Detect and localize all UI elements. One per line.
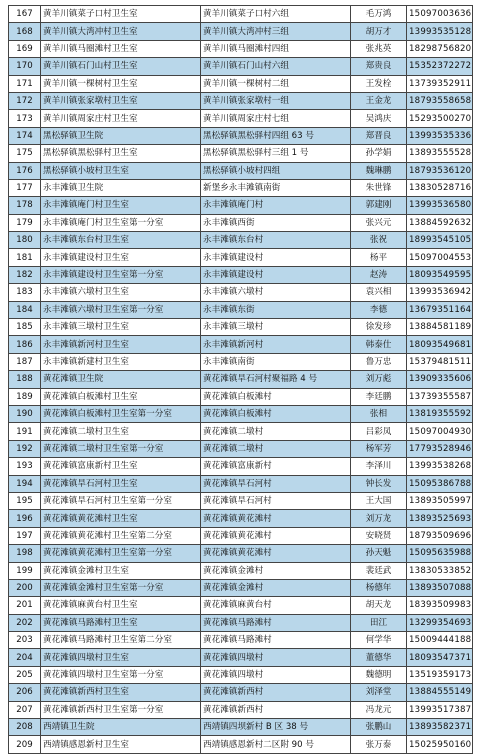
clinic-name-cell: 黄花滩镇黄花滩村卫生室第二分室 [41,527,201,544]
table-row [9,75,473,92]
clinic-name-cell: 黄花滩镇黄花滩村卫生室 [41,510,201,527]
row-number-cell: 205 [9,666,41,683]
address-cell: 黄花滩镇四墩村 [201,649,351,666]
address-cell: 黄花滩镇白板滩村 [201,388,351,405]
row-number-cell: 173 [9,110,41,127]
clinic-name-cell: 黄花滩镇四墩村卫生室 [41,649,201,666]
phone-cell: 13993536580 [407,197,473,214]
phone-cell: 18298756820 [407,40,473,57]
phone-cell: 13893525693 [407,510,473,527]
contact-person-cell: 魏琳鹏 [351,162,407,179]
phone-cell: 15379481511 [407,353,473,370]
phone-cell: 13739352911 [407,75,473,92]
address-cell: 黄花滩镇新西村 [201,684,351,701]
table-row [9,6,473,23]
row-number-cell: 175 [9,145,41,162]
row-number-cell: 196 [9,510,41,527]
phone-cell: 18393509983 [407,597,473,614]
row-number-cell: 189 [9,388,41,405]
table-row [9,405,473,422]
clinic-name-cell: 黄羊川镇大湾冲村卫生室 [41,23,201,40]
row-number-cell: 172 [9,92,41,109]
table-row [9,579,473,596]
row-number-cell: 201 [9,597,41,614]
clinic-name-cell: 永丰滩镇新建村卫生室 [41,353,201,370]
clinic-name-cell: 黑松驿镇黑松驿村卫生室 [41,145,201,162]
phone-cell: 13884555149 [407,684,473,701]
contact-person-cell: 张鹏山 [351,719,407,736]
contact-person-cell: 毛万鸿 [351,6,407,23]
clinic-name-cell: 黄花滩镇马路滩村卫生室第二分室 [41,632,201,649]
contact-person-cell: 冯龙元 [351,701,407,718]
clinic-name-cell: 永丰滩镇庵门村卫生室第一分室 [41,214,201,231]
clinic-name-cell: 黄花滩镇麻黄台村卫生室 [41,597,201,614]
table-row [9,458,473,475]
table-row [9,23,473,40]
address-cell: 黄羊川镇菜子口村六组 [201,6,351,23]
address-cell: 黄花滩镇黄花滩村 [201,545,351,562]
row-number-cell: 192 [9,440,41,457]
contact-person-cell: 杨平 [351,249,407,266]
table-row [9,475,473,492]
row-number-cell: 202 [9,614,41,631]
row-number-cell: 182 [9,266,41,283]
table-row [9,666,473,683]
phone-cell: 15095635988 [407,545,473,562]
contact-person-cell: 朱世锋 [351,179,407,196]
address-cell: 黄花滩镇麻黄台村 [201,597,351,614]
clinic-table-sheet [8,5,472,754]
phone-cell: 15025950160 [407,736,473,753]
address-cell: 永丰滩镇南街 [201,353,351,370]
row-number-cell: 199 [9,562,41,579]
clinic-name-cell: 黄花滩镇二墩村卫生室第一分室 [41,440,201,457]
phone-cell: 15097004930 [407,423,473,440]
address-cell: 黄羊川镇张家墩村一组 [201,92,351,109]
phone-cell: 13884592632 [407,214,473,231]
address-cell: 黑松驿镇黑松驿村三组 1 号 [201,145,351,162]
phone-cell: 13819355592 [407,405,473,422]
row-number-cell: 171 [9,75,41,92]
contact-person-cell: 何学华 [351,632,407,649]
phone-cell: 13830533852 [407,562,473,579]
row-number-cell: 178 [9,197,41,214]
address-cell: 西靖镇四坝新村 B 区 38 号 [201,719,351,736]
clinic-name-cell: 黄花滩镇白板滩村卫生室第一分室 [41,405,201,422]
contact-person-cell: 胡万才 [351,23,407,40]
contact-person-cell: 刘万彪 [351,371,407,388]
table-row [9,632,473,649]
row-number-cell: 191 [9,423,41,440]
row-number-cell: 176 [9,162,41,179]
table-row [9,719,473,736]
address-cell: 永丰滩镇三墩村 [201,319,351,336]
contact-person-cell: 张相 [351,405,407,422]
address-cell: 黄羊川镇马圈滩村四组 [201,40,351,57]
contact-person-cell: 裴廷武 [351,562,407,579]
address-cell: 永丰滩镇六墩村 [201,284,351,301]
phone-cell: 18093549681 [407,336,473,353]
table-row [9,736,473,753]
address-cell: 永丰滩镇建设村 [201,266,351,283]
contact-person-cell: 安晓贤 [351,527,407,544]
phone-cell: 13993538268 [407,458,473,475]
phone-cell: 13299354693 [407,614,473,631]
address-cell: 黄花滩镇旱石河村 [201,475,351,492]
table-row [9,388,473,405]
clinic-name-cell: 黄羊川镇周家庄村卫生室 [41,110,201,127]
clinic-name-cell: 黄花滩镇富康新村卫生室 [41,458,201,475]
contact-person-cell: 王大国 [351,492,407,509]
contact-person-cell: 李德 [351,301,407,318]
address-cell: 黄花滩镇黄花滩村 [201,527,351,544]
clinic-name-cell: 黄花滩镇金滩村卫生室 [41,562,201,579]
phone-cell: 13893555528 [407,145,473,162]
phone-cell: 15293500270 [407,110,473,127]
clinic-name-cell: 永丰滩镇东台村卫生室 [41,232,201,249]
contact-person-cell: 郑贵良 [351,58,407,75]
clinic-name-cell: 黄羊川镇菜子口村卫生室 [41,6,201,23]
contact-person-cell: 徐发珍 [351,319,407,336]
table-row [9,510,473,527]
phone-cell: 18093549595 [407,266,473,283]
table-row [9,232,473,249]
table-row [9,597,473,614]
table-row [9,527,473,544]
table-row [9,562,473,579]
address-cell: 黄花滩镇新西村 [201,701,351,718]
phone-cell: 15097003636 [407,6,473,23]
contact-person-cell: 刘万龙 [351,510,407,527]
clinic-name-cell: 黄花滩镇卫生院 [41,371,201,388]
phone-cell: 18793509696 [407,527,473,544]
address-cell: 黄花滩镇二墩村 [201,423,351,440]
row-number-cell: 180 [9,232,41,249]
table-row [9,301,473,318]
clinic-name-cell: 黄花滩镇黄花滩村卫生室第一分室 [41,545,201,562]
contact-person-cell: 刘泽堂 [351,684,407,701]
row-number-cell: 193 [9,458,41,475]
phone-cell: 18993545105 [407,232,473,249]
contact-person-cell: 王发栓 [351,75,407,92]
address-cell: 黄花滩镇白板滩村 [201,405,351,422]
row-number-cell: 183 [9,284,41,301]
contact-person-cell: 魏德明 [351,666,407,683]
phone-cell: 13993536942 [407,284,473,301]
contact-person-cell: 胡天龙 [351,597,407,614]
contact-person-cell: 钟长发 [351,475,407,492]
address-cell: 黑松驿镇小坡村四组 [201,162,351,179]
phone-cell: 13993535128 [407,23,473,40]
table-row [9,127,473,144]
row-number-cell: 170 [9,58,41,75]
address-cell: 黄羊川镇周家庄村七组 [201,110,351,127]
row-number-cell: 204 [9,649,41,666]
contact-person-cell: 董德华 [351,649,407,666]
clinic-name-cell: 黄羊川镇马圈滩村卫生室 [41,40,201,57]
address-cell: 永丰滩镇东台村 [201,232,351,249]
clinic-name-cell: 黄花滩镇四墩村卫生室第一分室 [41,666,201,683]
contact-person-cell: 李泽川 [351,458,407,475]
clinic-name-cell: 黄羊川镇张家墩村卫生室 [41,92,201,109]
contact-person-cell: 王金龙 [351,92,407,109]
address-cell: 黄花滩镇马路滩村 [201,632,351,649]
row-number-cell: 187 [9,353,41,370]
row-number-cell: 184 [9,301,41,318]
row-number-cell: 188 [9,371,41,388]
row-number-cell: 181 [9,249,41,266]
table-row [9,214,473,231]
contact-person-cell: 杨军芳 [351,440,407,457]
clinic-name-cell: 黄花滩镇马路滩村卫生室 [41,614,201,631]
phone-cell: 17793528946 [407,440,473,457]
table-row [9,614,473,631]
address-cell: 永丰滩镇东街 [201,301,351,318]
phone-cell: 13884581189 [407,319,473,336]
clinic-name-cell: 黄花滩镇二墩村卫生室 [41,423,201,440]
address-cell: 黄花滩镇富康新村 [201,458,351,475]
clinic-name-cell: 黄花滩镇金滩村卫生室第一分室 [41,579,201,596]
table-row [9,162,473,179]
row-number-cell: 197 [9,527,41,544]
phone-cell: 15352372272 [407,58,473,75]
address-cell: 黄花滩镇四墩村 [201,666,351,683]
clinic-name-cell: 黄羊川镇石门山村卫生室 [41,58,201,75]
contact-person-cell: 吕彩凤 [351,423,407,440]
phone-cell: 13893505997 [407,492,473,509]
phone-cell: 13830528716 [407,179,473,196]
row-number-cell: 200 [9,579,41,596]
table-row [9,492,473,509]
clinic-name-cell: 黄羊川镇一棵树村卫生室 [41,75,201,92]
address-cell: 黄花滩镇旱石河村 [201,492,351,509]
address-cell: 永丰滩镇庵门村 [201,197,351,214]
table-row [9,92,473,109]
row-number-cell: 194 [9,475,41,492]
row-number-cell: 206 [9,684,41,701]
table-row [9,249,473,266]
contact-person-cell: 杨德年 [351,579,407,596]
row-number-cell: 203 [9,632,41,649]
phone-cell: 13519359173 [407,666,473,683]
contact-person-cell: 张万泰 [351,736,407,753]
contact-person-cell: 吴鸿庆 [351,110,407,127]
address-cell: 黄花滩镇金滩村 [201,579,351,596]
phone-cell: 18793558658 [407,92,473,109]
phone-cell: 13893582371 [407,719,473,736]
phone-cell: 15097004553 [407,249,473,266]
phone-cell: 18093547371 [407,649,473,666]
clinic-name-cell: 永丰滩镇卫生院 [41,179,201,196]
row-number-cell: 209 [9,736,41,753]
clinic-name-cell: 黄花滩镇白板滩村卫生室 [41,388,201,405]
clinic-name-cell: 永丰滩镇庵门村卫生室 [41,197,201,214]
address-cell: 黄羊川镇大湾冲村三组 [201,23,351,40]
clinic-name-cell: 西靖镇卫生院 [41,719,201,736]
address-cell: 永丰滩镇西街 [201,214,351,231]
clinic-name-cell: 永丰滩镇六墩村卫生室第一分室 [41,301,201,318]
table-row [9,440,473,457]
table-row [9,284,473,301]
clinic-name-cell: 黑松驿镇卫生院 [41,127,201,144]
clinic-name-cell: 黄花滩镇旱石河村卫生室第一分室 [41,492,201,509]
row-number-cell: 179 [9,214,41,231]
contact-person-cell: 李廷鹏 [351,388,407,405]
contact-person-cell: 赵涛 [351,266,407,283]
clinic-name-cell: 黄花滩镇新西村卫生室第一分室 [41,701,201,718]
address-cell: 西靖镇感恩新村二区附 90 号 [201,736,351,753]
clinic-name-cell: 永丰滩镇建设村卫生室第一分室 [41,266,201,283]
clinic-name-cell: 永丰滩镇建设村卫生室 [41,249,201,266]
contact-person-cell: 张兆英 [351,40,407,57]
row-number-cell: 208 [9,719,41,736]
row-number-cell: 195 [9,492,41,509]
row-number-cell: 177 [9,179,41,196]
row-number-cell: 185 [9,319,41,336]
phone-cell: 15095386788 [407,475,473,492]
contact-person-cell: 郭建刚 [351,197,407,214]
table-row [9,266,473,283]
address-cell: 黑松驿镇黑松驿村四组 63 号 [201,127,351,144]
table-row [9,319,473,336]
table-row [9,40,473,57]
phone-cell: 13893507088 [407,579,473,596]
row-number-cell: 168 [9,23,41,40]
address-cell: 黄花滩镇二墩村 [201,440,351,457]
phone-cell: 13993535336 [407,127,473,144]
table-row [9,701,473,718]
contact-person-cell: 田江 [351,614,407,631]
table-row [9,684,473,701]
row-number-cell: 169 [9,40,41,57]
address-cell: 黄羊川镇一棵树村二组 [201,75,351,92]
row-number-cell: 198 [9,545,41,562]
phone-cell: 13679351164 [407,301,473,318]
contact-person-cell: 张祝 [351,232,407,249]
table-row [9,179,473,196]
table-row [9,336,473,353]
contact-person-cell: 袁兴相 [351,284,407,301]
phone-cell: 15009444188 [407,632,473,649]
address-cell: 新堡乡永丰滩镇南街 [201,179,351,196]
address-cell: 黄羊川镇石门山村六组 [201,58,351,75]
clinic-name-cell: 永丰滩镇新河村卫生室 [41,336,201,353]
clinic-name-cell: 黄花滩镇旱石河村卫生室 [41,475,201,492]
table-row [9,197,473,214]
contact-person-cell: 孙学娟 [351,145,407,162]
clinic-name-cell: 永丰滩镇六墩村卫生室 [41,284,201,301]
row-number-cell: 186 [9,336,41,353]
clinic-table [8,5,473,754]
address-cell: 永丰滩镇建设村 [201,249,351,266]
phone-cell: 13739355587 [407,388,473,405]
contact-person-cell: 郑晋良 [351,127,407,144]
table-row [9,423,473,440]
table-row [9,649,473,666]
table-row [9,145,473,162]
contact-person-cell: 鲁万忠 [351,353,407,370]
address-cell: 黄花滩镇旱石河村聚福路 4 号 [201,371,351,388]
table-row [9,110,473,127]
address-cell: 黄花滩镇黄花滩村 [201,510,351,527]
address-cell: 黄花滩镇马路滩村 [201,614,351,631]
row-number-cell: 167 [9,6,41,23]
row-number-cell: 174 [9,127,41,144]
clinic-name-cell: 黄花滩镇新西村卫生室 [41,684,201,701]
table-row [9,371,473,388]
phone-cell: 13909335606 [407,371,473,388]
clinic-name-cell: 永丰滩镇三墩村卫生室 [41,319,201,336]
phone-cell: 18793536120 [407,162,473,179]
address-cell: 永丰滩镇新河村 [201,336,351,353]
clinic-name-cell: 西靖镇感恩新村卫生室 [41,736,201,753]
contact-person-cell: 韩泰仕 [351,336,407,353]
clinic-name-cell: 黑松驿镇小坡村卫生室 [41,162,201,179]
row-number-cell: 207 [9,701,41,718]
phone-cell: 13993517387 [407,701,473,718]
contact-person-cell: 张兴元 [351,214,407,231]
row-number-cell: 190 [9,405,41,422]
address-cell: 黄花滩镇金滩村 [201,562,351,579]
contact-person-cell: 孙天魁 [351,545,407,562]
table-row [9,545,473,562]
table-row [9,353,473,370]
table-row [9,58,473,75]
